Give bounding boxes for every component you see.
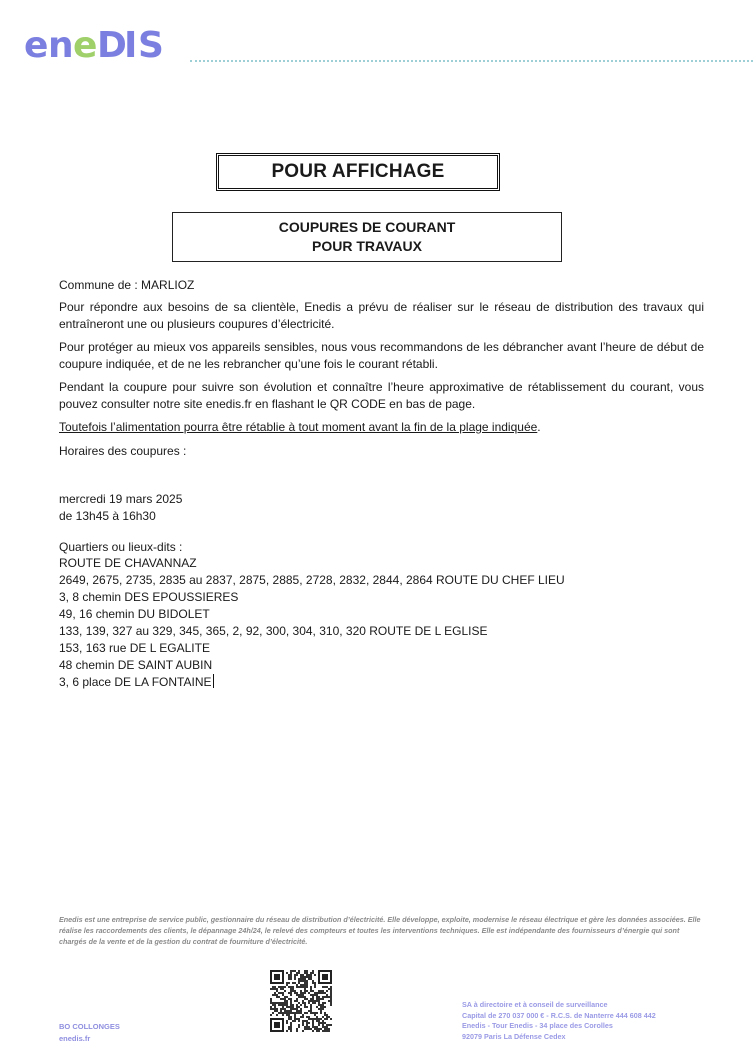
svg-text:e: e [24,26,50,62]
paragraph-3 [59,379,704,413]
paragraph-2-text: Pour protéger au mieux vos appareils sensibles, nous vous recommandons de les débrancher avant l’heure de début de coupure indiquée, et de ne les rebrancher qu’une fois le courant rétabli. [59,340,704,371]
places-label: Quartiers ou lieux-dits : [59,540,183,554]
schedule-time: de 13h45 à 16h30 [59,509,156,523]
qr-code-icon[interactable] [270,970,332,1032]
paragraph-3-text: Pendant la coupure pour suivre son évolution et connaître l’heure approximative de rétablissement du courant, vous pouvez consulter notre site enedis.fr en flashant le QR CODE en bas de page. [59,380,704,411]
list-item: 48 chemin DE SAINT AUBIN [59,658,213,672]
enedis-logo [24,26,184,62]
paragraph-4 [59,419,704,436]
footer-website-link[interactable]: enedis.fr [59,1034,91,1043]
footer-right-block [462,1000,656,1042]
footer-legal-text: Enedis est une entreprise de service public, gestionnaire du réseau de distribution d’électricité. Elle développe, exploite, modernise le réseau électrique et gère les données associées. Elle réalise les raccordements des clients, le dépannage 24h/24, le relevé des compteurs et toutes les interventions techniques. Elle est indépendante des fournisseurs d’énergie qui sont chargés de la vente et de la gestion du contrat de fourniture d’électricité. [59,915,701,946]
list-item: 153, 163 rue DE L EGALITE [59,641,210,655]
paragraph-4-end: . [537,420,541,434]
svg-text:I: I [124,26,139,62]
footer-company-type: SA à directoire et à conseil de surveillance [462,1000,608,1009]
list-item: 3, 6 place DE LA FONTAINE [59,675,212,689]
footer-capital: Capital de 270 037 000 € - R.C.S. de Nanterre 444 608 442 [462,1010,656,1020]
subtitle-box [172,212,562,262]
svg-text:D: D [97,26,128,62]
schedule-date: mercredi 19 mars 2025 [59,492,183,506]
svg-text:n: n [48,26,75,62]
paragraph-1 [59,299,704,333]
paragraph-4-text: Toutefois l’alimentation pourra être rétablie à tout moment avant la fin de la plage indiquée [59,420,538,434]
header-divider [190,60,753,62]
footer-address-1: Enedis - Tour Enedis - 34 place des Corolles [462,1021,613,1030]
paragraph-2 [59,339,704,373]
footer-office: BO COLLONGES [59,1022,120,1031]
list-item: 133, 139, 327 au 329, 345, 365, 2, 92, 300, 304, 310, 320 ROUTE DE L EGLISE [59,624,488,638]
list-item: 3, 8 chemin DES EPOUSSIERES [59,590,239,604]
footer-left-block [59,1021,120,1045]
list-item: ROUTE DE CHAVANNAZ [59,556,197,570]
poster-title-box [216,153,500,191]
subtitle-line-1: COUPURES DE COURANT [278,219,456,235]
footer-address-2: 92079 Paris La Défense Cedex [462,1031,566,1041]
list-item: 49, 16 chemin DU BIDOLET [59,607,210,621]
svg-text:e: e [73,26,99,62]
text-cursor [213,674,214,688]
schedule-label: Horaires des coupures : [59,444,187,458]
svg-text:S: S [138,26,165,62]
commune-line: Commune de : MARLIOZ [59,278,195,292]
poster-title: POUR AFFICHAGE [271,161,445,182]
subtitle-line-2: POUR TRAVAUX [312,238,422,254]
paragraph-1-text: Pour répondre aux besoins de sa clientèle, Enedis a prévu de réaliser sur le réseau de distribution des travaux qui entraîneront une ou plusieurs coupures d’électricité. [59,300,704,331]
list-item-last [59,674,704,691]
places-list [59,555,704,691]
list-item: 2649, 2675, 2735, 2835 au 2837, 2875, 2885, 2728, 2832, 2844, 2864 ROUTE DU CHEF LIEU [59,573,565,587]
